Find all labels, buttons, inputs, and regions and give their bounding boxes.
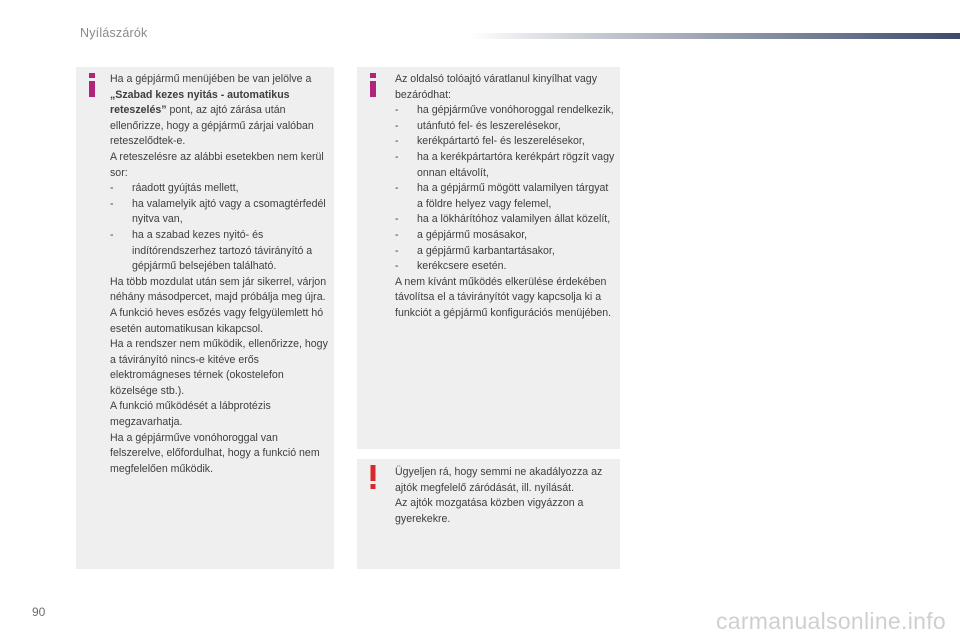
info-text-left xyxy=(110,72,332,477)
paragraph: A funkció működését a lábprotézis megzavarhatja. xyxy=(110,400,271,429)
list-item: - ráadott gyújtás mellett, xyxy=(110,182,239,195)
list-item: - ha gépjárműve vonóhoroggal rendelkezik, xyxy=(395,104,614,117)
paragraph: A funkció heves esőzés vagy felgyülemlett hó esetén automatikusan kikapcsol. xyxy=(110,306,324,335)
paragraph: Ha több mozdulat után sem jár sikerrel, várjon néhány másodpercet, majd próbálja meg újra. xyxy=(110,275,327,304)
intro-post: pont, az ajtó zárása után ellenőrizze, hogy a gépjármű zárjai valóban reteszelődtek-e. xyxy=(110,104,314,148)
list-item: - utánfutó fel- és leszerelésekor, xyxy=(395,119,561,132)
list-item: - ha a gépjármű mögött valamilyen tárgyat a földre helyez vagy felemel, xyxy=(395,182,609,210)
paragraph: Ha a rendszer nem működik, ellenőrizze, hogy a távirányító nincs-e kitéve erős elektromágneses térnek (okostelefon közelsége stb.). xyxy=(110,338,328,397)
list-item: - ha valamelyik ajtó vagy a csomagtérfedél nyitva van, xyxy=(110,197,326,226)
info-box-right xyxy=(357,67,620,449)
info-icon xyxy=(86,73,98,97)
list-item: - ha a lökhárítóhoz valamilyen állat közelít, xyxy=(395,213,611,226)
paragraph: Ha a gépjárműve vonóhoroggal van felszerelve, előfordulhat, hogy a funkció nem megfelelően működik. xyxy=(110,431,320,475)
list-item: - a gépjármű mosásakor, xyxy=(395,228,528,241)
paragraph: A reteszelésre az alábbi esetekben nem kerül sor: xyxy=(110,150,324,179)
list-item: - a gépjármű karbantartásakor, xyxy=(395,244,555,257)
intro-pre: Ha a gépjármű menüjében be van jelölve a xyxy=(110,73,312,85)
header-accent-bar xyxy=(470,33,960,39)
section-title: Nyílászárók xyxy=(80,26,148,40)
intro-paragraph: Az oldalsó tolóajtó váratlanul kinyílhat vagy bezáródhat: xyxy=(395,73,597,101)
paragraph: Ügyeljen rá, hogy semmi ne akadályozza az ajtók megfelelő záródását, ill. nyílását. xyxy=(395,466,603,494)
intro-bold: „Szabad kezes nyitás - automatikus reteszelés” xyxy=(110,88,290,117)
info-box-left xyxy=(76,67,334,569)
warning-text xyxy=(395,465,617,527)
outro-paragraph: A nem kívánt működés elkerülése érdekében távolítsa el a távirányítót vagy kapcsolja ki a funkciót a gépjármű konfigurációs menüjében. xyxy=(395,275,612,319)
page-number: 90 xyxy=(32,605,46,619)
intro-paragraph xyxy=(110,72,332,150)
info-text-right xyxy=(395,72,617,322)
list-item: - kerékpártartó fel- és leszerelésekor, xyxy=(395,135,585,148)
list-item: - ha a kerékpártartóra kerékpárt rögzít vagy onnan eltávolít, xyxy=(395,150,615,179)
warning-box xyxy=(357,459,620,569)
paragraph: Az ajtók mozgatása közben vigyázzon a gyerekekre. xyxy=(395,497,584,525)
info-icon xyxy=(367,73,379,97)
watermark: carmanualsonline.info xyxy=(715,608,946,634)
warning-icon xyxy=(367,465,379,489)
list-item: - kerékcsere esetén. xyxy=(395,260,507,273)
list-item: - ha a szabad kezes nyitó- és indítórendszerhez tartozó távirányító a gépjármű belsejében található. xyxy=(110,228,313,273)
